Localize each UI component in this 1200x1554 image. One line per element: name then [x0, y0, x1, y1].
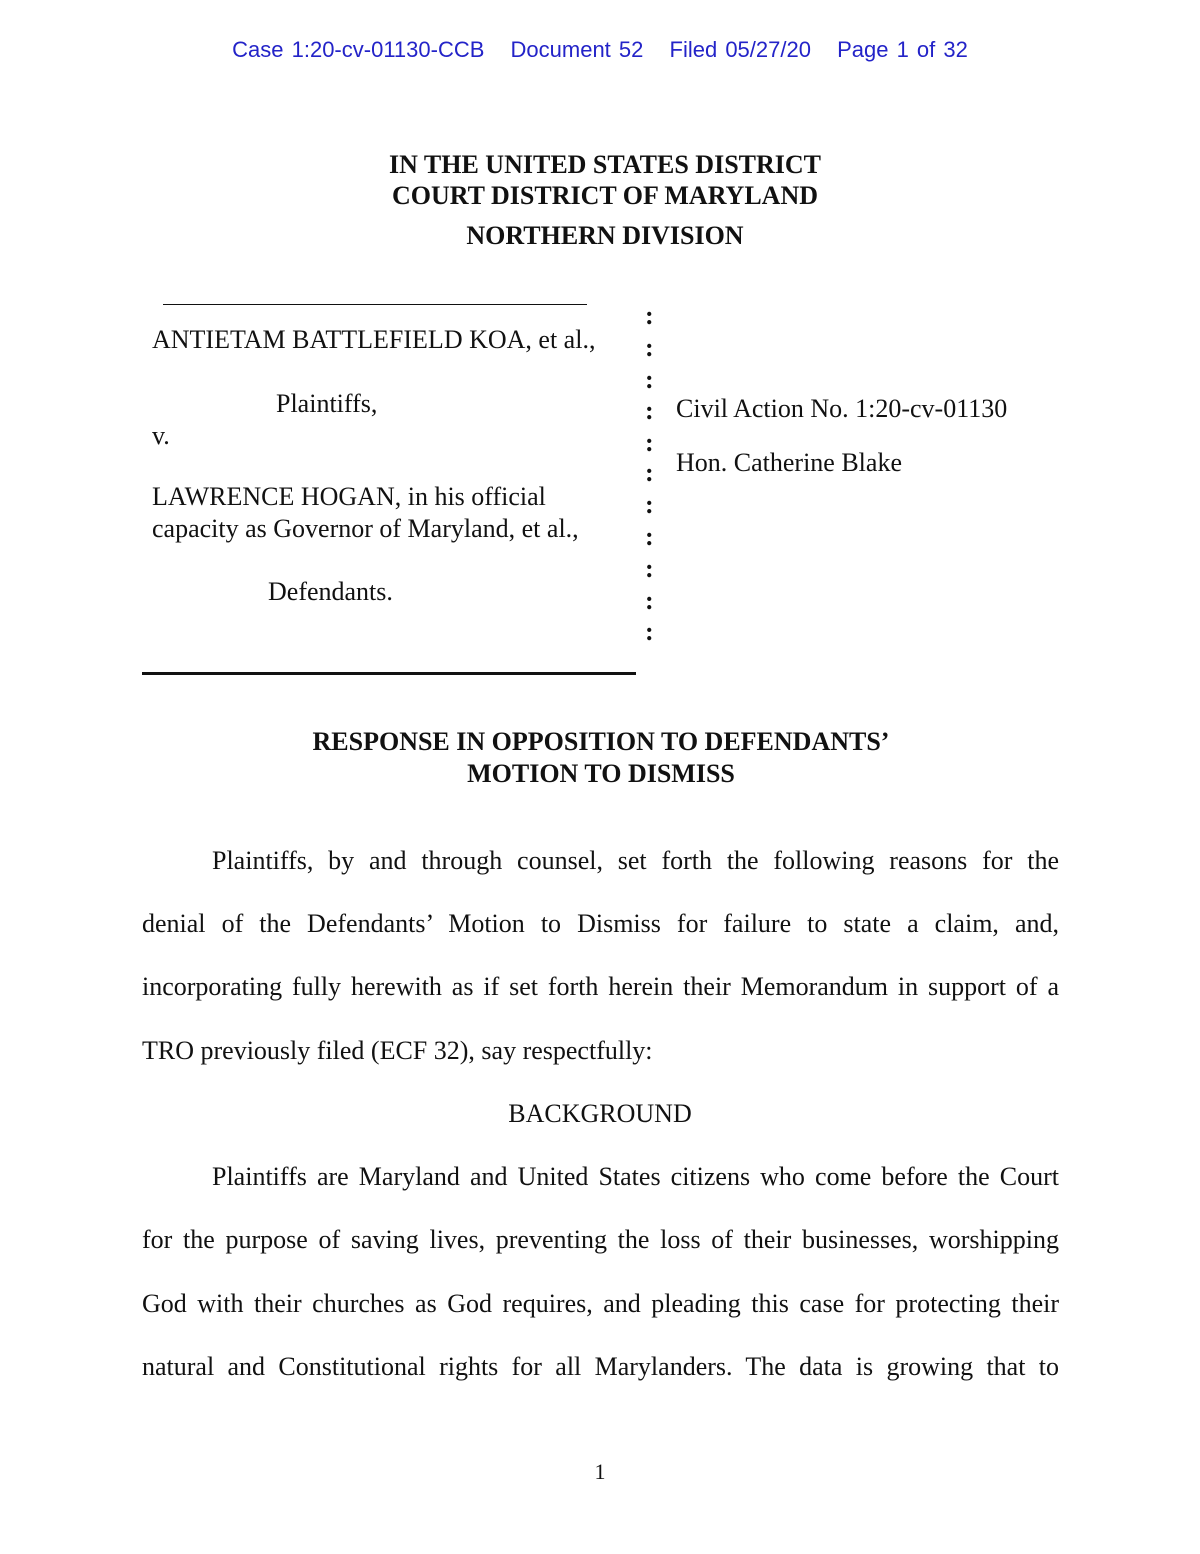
- judge-name: Hon. Catherine Blake: [676, 448, 902, 477]
- court-name-line-2: COURT DISTRICT OF MARYLAND: [391, 181, 819, 210]
- caption-colon: :: [645, 301, 654, 330]
- court-name-line-1: IN THE UNITED STATES DISTRICT: [388, 150, 822, 179]
- document-title-line-2: MOTION TO DISMISS: [467, 759, 735, 788]
- versus: v.: [152, 421, 170, 450]
- paragraph-2-line: God with their churches as God requires, and pleading this case for protecting their: [142, 1289, 1059, 1318]
- caption-colon: :: [645, 522, 654, 551]
- defendant-role: Defendants.: [268, 577, 393, 606]
- caption-colon: :: [645, 396, 654, 425]
- paragraph-1-line: denial of the Defendants’ Motion to Dismiss for failure to state a claim, and,: [142, 909, 1059, 938]
- caption-colon: :: [645, 617, 654, 646]
- page-number: 1: [594, 1459, 606, 1484]
- paragraph-2-line: natural and Constitutional rights for all Marylanders. The data is growing that to: [142, 1352, 1059, 1381]
- document-number: Document 52: [510, 37, 644, 62]
- paragraph-1-line: Plaintiffs, by and through counsel, set forth the following reasons for the: [212, 846, 1059, 875]
- paragraph-2-line: for the purpose of saving lives, preventing the loss of their businesses, worshipping: [142, 1225, 1059, 1254]
- caption-top-rule: [163, 304, 587, 305]
- court-division: NORTHERN DIVISION: [466, 221, 744, 250]
- caption-colon: :: [645, 586, 654, 615]
- case-number: Case 1:20-cv-01130-CCB: [232, 37, 485, 62]
- civil-action-number: Civil Action No. 1:20-cv-01130: [676, 394, 1008, 423]
- caption-colon: :: [645, 365, 654, 394]
- ecf-header-stamp: [0, 37, 1200, 63]
- paragraph-1-line: incorporating fully herewith as if set forth herein their Memorandum in support of a: [142, 972, 1059, 1001]
- caption-colon: :: [645, 458, 654, 487]
- caption-colon: :: [645, 490, 654, 519]
- plaintiff-role: Plaintiffs,: [276, 389, 378, 418]
- defendant-name: LAWRENCE HOGAN, in his official: [152, 482, 546, 511]
- page-indicator: Page 1 of 32: [837, 37, 968, 62]
- plaintiff-name: ANTIETAM BATTLEFIELD KOA, et al.,: [152, 325, 596, 354]
- defendant-capacity: capacity as Governor of Maryland, et al.,: [152, 514, 579, 543]
- caption-colon: :: [645, 333, 654, 362]
- document-title-line-1: RESPONSE IN OPPOSITION TO DEFENDANTS’: [312, 727, 890, 756]
- paragraph-1-line: TRO previously filed (ECF 32), say respectfully:: [142, 1036, 653, 1065]
- background-heading: BACKGROUND: [508, 1099, 692, 1128]
- caption-colon: :: [645, 428, 654, 457]
- caption-colon: :: [645, 554, 654, 583]
- filed-date: Filed 05/27/20: [669, 37, 811, 62]
- caption-bottom-rule: [142, 672, 636, 675]
- paragraph-2-line: Plaintiffs are Maryland and United States citizens who come before the Court: [212, 1162, 1059, 1191]
